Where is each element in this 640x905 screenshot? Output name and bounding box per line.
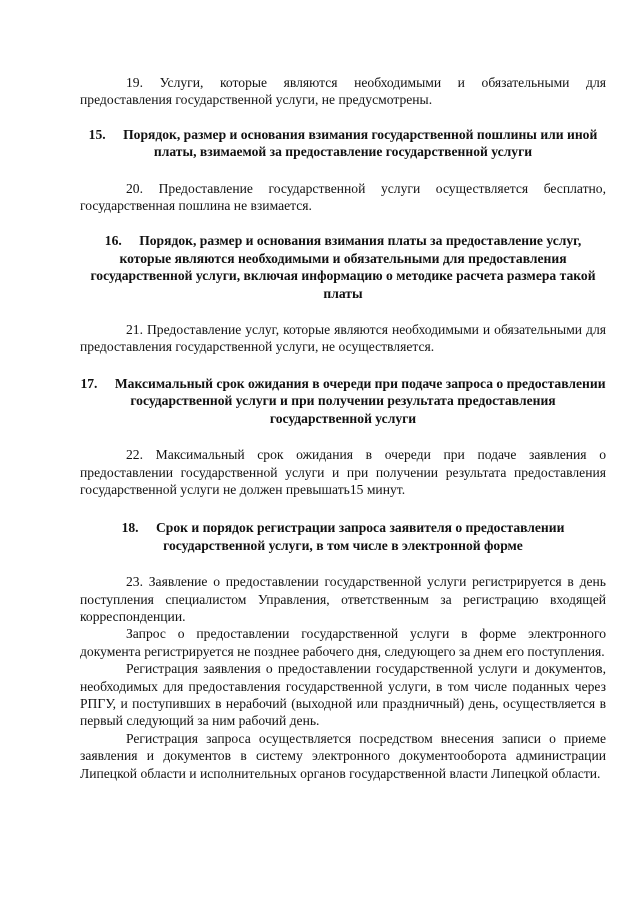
section-15-number: 15.	[88, 126, 106, 142]
section-17-title: Максимальный срок ожидания в очереди при подаче запроса о предоставлении государственной услуги и при получении результата предоставления государственной услуги	[114, 375, 606, 426]
paragraph-19: 19. Услуги, которые являются необходимыми и обязательными для предоставления государственной услуги, не предусмотрены.	[80, 75, 606, 108]
section-15-title: Порядок, размер и основания взимания государственной пошлины или иной платы, взимаемой за предоставление государственной услуги	[123, 126, 598, 160]
section-16-title: Порядок, размер и основания взимания платы за предоставление услуг, которые являются необходимыми и обязательными для предоставления государственной услуги, включая информацию о методике расчета размера такой платы	[90, 233, 596, 301]
section-16-number: 16.	[104, 233, 122, 249]
section-16-heading	[80, 232, 606, 302]
paragraph-20: 20. Предоставление государственной услуги осуществляется бесплатно, государственная пошлина не взимается.	[80, 180, 606, 214]
section-18-title: Срок и порядок регистрации запроса заявителя о предоставлении государственной услуги, в том числе в электронной форме	[155, 520, 565, 553]
paragraph-23-electronic: Запрос о предоставлении государственной услуги в форме электронного документа регистрируется не позднее рабочего дня, следующего за днем его поступления.	[80, 626, 606, 659]
section-18-heading	[80, 519, 606, 554]
section-17-heading	[80, 375, 606, 427]
paragraph-23-nonworking-day: Регистрация заявления о предоставлении государственной услуги и документов, необходимых для предоставления государственной услуги, в том числе поданных через РПГУ, и поступивших в нерабочий (выходной или праздничный) день, осуществляется в первый следующий за ним рабочий день.	[80, 661, 606, 729]
paragraph-21: 21. Предоставление услуг, которые являются необходимыми и обязательными для предоставления государственной услуги, не осуществляется.	[80, 322, 606, 355]
paragraph-23-registration-record: Регистрация запроса осуществляется посредством внесения записи о приеме заявления и документов в систему электронного документооборота администрации Липецкой области и исполнительных органов государственной власти Липецкой области.	[80, 730, 606, 781]
paragraph-22: 22. Максимальный срок ожидания в очереди при подаче заявления о предоставлении государственной услуги и при получении результата предоставления государственной услуги не должен превышать15 минут.	[80, 447, 606, 497]
section-15-heading	[80, 126, 606, 161]
section-18-number: 18.	[121, 520, 139, 536]
section-17-number: 17.	[80, 375, 98, 391]
paragraph-23: 23. Заявление о предоставлении государственной услуги регистрируется в день поступления специалистом Управления, ответственным за регистрацию входящей корреспонденции.	[80, 574, 606, 624]
